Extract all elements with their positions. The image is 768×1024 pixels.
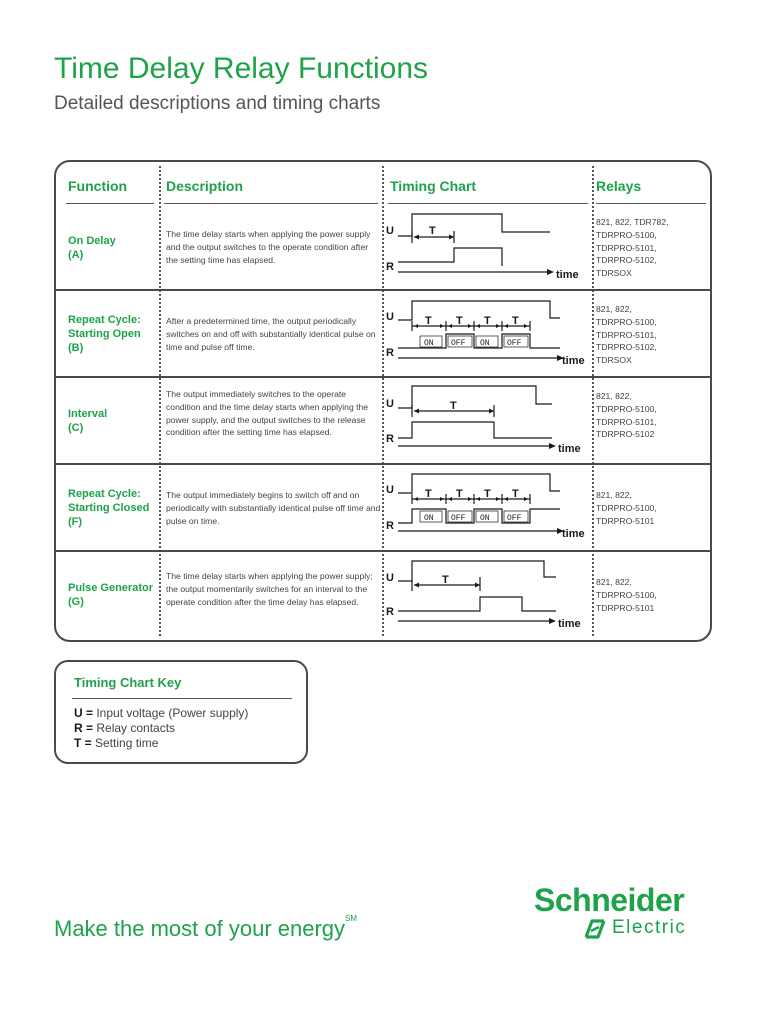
page-title: Time Delay Relay Functions — [54, 52, 429, 85]
timing-chart-repeat-open — [384, 294, 592, 378]
chart-label-time: time — [562, 355, 585, 367]
chart-label-t: T — [456, 315, 463, 327]
function-label: Interval — [68, 408, 108, 420]
chart-label-time: time — [562, 528, 585, 540]
chart-label-t: T — [425, 315, 432, 327]
chart-label-time: time — [558, 618, 581, 630]
key-underline — [72, 698, 292, 699]
chart-label-u: U — [386, 572, 394, 584]
chart-label-t: T — [450, 400, 457, 412]
chart-label-t: T — [456, 488, 463, 500]
relay-item: TDRPRO-5100, — [596, 403, 657, 414]
header-underline — [596, 203, 706, 204]
timing-chart-on-delay — [384, 206, 592, 290]
column-divider — [159, 166, 161, 636]
chart-label-u: U — [386, 225, 394, 237]
relay-item: 821, 822, — [596, 304, 632, 314]
relay-item: 821, 822, — [596, 577, 632, 587]
relay-list — [596, 576, 706, 614]
function-label: Starting Open — [68, 328, 141, 340]
header-underline — [66, 203, 154, 204]
chart-label-r: R — [386, 261, 394, 273]
chart-label-t: T — [484, 315, 491, 327]
relay-item: 821, 822, — [596, 391, 632, 401]
chart-label-r: R — [386, 347, 394, 359]
function-label: Starting Closed — [68, 502, 150, 514]
relay-item: TDRPRO-5100, — [596, 229, 657, 240]
relay-item: TDRPRO-5100, — [596, 589, 657, 600]
chart-label-off: OFF — [451, 514, 466, 523]
chart-label-t: T — [425, 488, 432, 500]
chart-label-on: ON — [480, 514, 490, 523]
function-name — [68, 407, 107, 435]
key-symbol: U = — [74, 706, 94, 720]
relay-item: TDRPRO-5101 — [596, 515, 655, 526]
chart-label-time: time — [558, 443, 581, 455]
chart-label-time: time — [556, 269, 579, 281]
function-code: (F) — [68, 516, 83, 528]
key-symbol: T = — [74, 736, 92, 750]
header-relays: Relays — [596, 178, 642, 194]
row-divider — [56, 463, 710, 465]
key-item — [74, 736, 158, 750]
function-name — [68, 234, 116, 262]
timing-chart-pulse-generator — [384, 555, 592, 639]
relay-item: TDRPRO-5102, — [596, 255, 657, 266]
key-item — [74, 706, 248, 720]
relay-item: TDRPRO-5102 — [596, 429, 655, 440]
row-divider — [56, 289, 710, 291]
chart-label-r: R — [386, 520, 394, 532]
key-text: Relay contacts — [93, 721, 176, 735]
header-underline — [388, 203, 588, 204]
key-text: Setting time — [91, 736, 159, 750]
function-description: After a predetermined time, the output periodically switches on and off with substantially identical pulse on time and pulse off time. — [166, 316, 376, 352]
function-name — [68, 487, 149, 529]
relay-item: 821, 822, TDR782, — [596, 217, 669, 227]
timing-chart-interval — [384, 380, 592, 464]
function-code: (C) — [68, 422, 84, 434]
relay-list — [596, 489, 706, 527]
chart-label-off: OFF — [507, 339, 522, 348]
relay-item: TDRPRO-5101 — [596, 602, 655, 613]
function-label: On Delay — [68, 235, 116, 247]
function-name — [68, 313, 141, 355]
function-code: (G) — [68, 596, 84, 608]
chart-label-t: T — [429, 225, 436, 237]
row-divider — [56, 376, 710, 378]
timing-chart-repeat-closed — [384, 467, 592, 551]
function-label: Pulse Generator — [68, 582, 153, 594]
function-description: The output immediately switches to the operate condition and the time delay starts when applying the power supply, and the output switches to the release condition after the setting time has elapsed. — [166, 389, 369, 438]
relay-item: TDRPRO-5100, — [596, 502, 657, 513]
timing-chart-key — [54, 660, 308, 764]
header-function: Function — [68, 178, 128, 194]
relay-item: TDRPRO-5101, — [596, 242, 657, 253]
function-code: (B) — [68, 342, 84, 354]
key-item — [74, 721, 175, 735]
function-label: Repeat Cycle: — [68, 314, 141, 326]
chart-label-on: ON — [480, 339, 490, 348]
relay-item: TDRPRO-5101, — [596, 329, 657, 340]
relay-list — [596, 216, 706, 280]
schneider-logo-icon — [582, 917, 608, 941]
chart-label-u: U — [386, 311, 394, 323]
key-symbol: R = — [74, 721, 94, 735]
relay-item: TDRSOX — [596, 355, 632, 366]
functions-table — [54, 160, 712, 642]
chart-label-off: OFF — [507, 514, 522, 523]
header-timing-chart: Timing Chart — [390, 178, 477, 194]
chart-label-r: R — [386, 433, 394, 445]
service-mark: SM — [345, 914, 358, 923]
chart-label-t: T — [512, 488, 519, 500]
page-subtitle: Detailed descriptions and timing charts — [54, 93, 381, 114]
header-underline — [164, 203, 378, 204]
row-divider — [56, 550, 710, 552]
brand-logo-subtext: Electric — [612, 917, 687, 938]
function-description: The time delay starts when applying the power supply; the output momentarily switches for an interval to the operate condition after the time delay has elapsed. — [166, 571, 373, 607]
function-code: (A) — [68, 249, 84, 261]
relay-item: TDRSOX — [596, 268, 632, 279]
key-text: Input voltage (Power supply) — [93, 706, 249, 720]
chart-label-r: R — [386, 606, 394, 618]
tagline-text: Make the most of your energy — [54, 916, 346, 941]
brand-logo-wordmark: Schneider — [534, 882, 685, 918]
chart-label-t: T — [442, 574, 449, 586]
function-label: Repeat Cycle: — [68, 488, 141, 500]
chart-label-t: T — [484, 488, 491, 500]
function-name — [68, 581, 153, 609]
header-description: Description — [166, 178, 244, 194]
tagline — [54, 916, 357, 942]
chart-label-u: U — [386, 398, 394, 410]
column-divider — [592, 166, 594, 636]
chart-label-u: U — [386, 484, 394, 496]
relay-item: TDRPRO-5101, — [596, 416, 657, 427]
function-description: The time delay starts when applying the power supply and the output switches to the operate condition after the setting time has elapsed. — [166, 229, 371, 265]
function-description: The output immediately begins to switch off and on periodically with substantially identical pulse off time and pulse on time. — [166, 490, 381, 526]
chart-label-t: T — [512, 315, 519, 327]
chart-label-on: ON — [424, 514, 434, 523]
relay-item: 821, 822, — [596, 490, 632, 500]
relay-item: TDRPRO-5102, — [596, 342, 657, 353]
key-title: Timing Chart Key — [74, 675, 182, 690]
chart-label-off: OFF — [451, 339, 466, 348]
relay-list — [596, 390, 706, 441]
relay-list — [596, 303, 706, 367]
chart-label-on: ON — [424, 339, 434, 348]
relay-item: TDRPRO-5100, — [596, 316, 657, 327]
